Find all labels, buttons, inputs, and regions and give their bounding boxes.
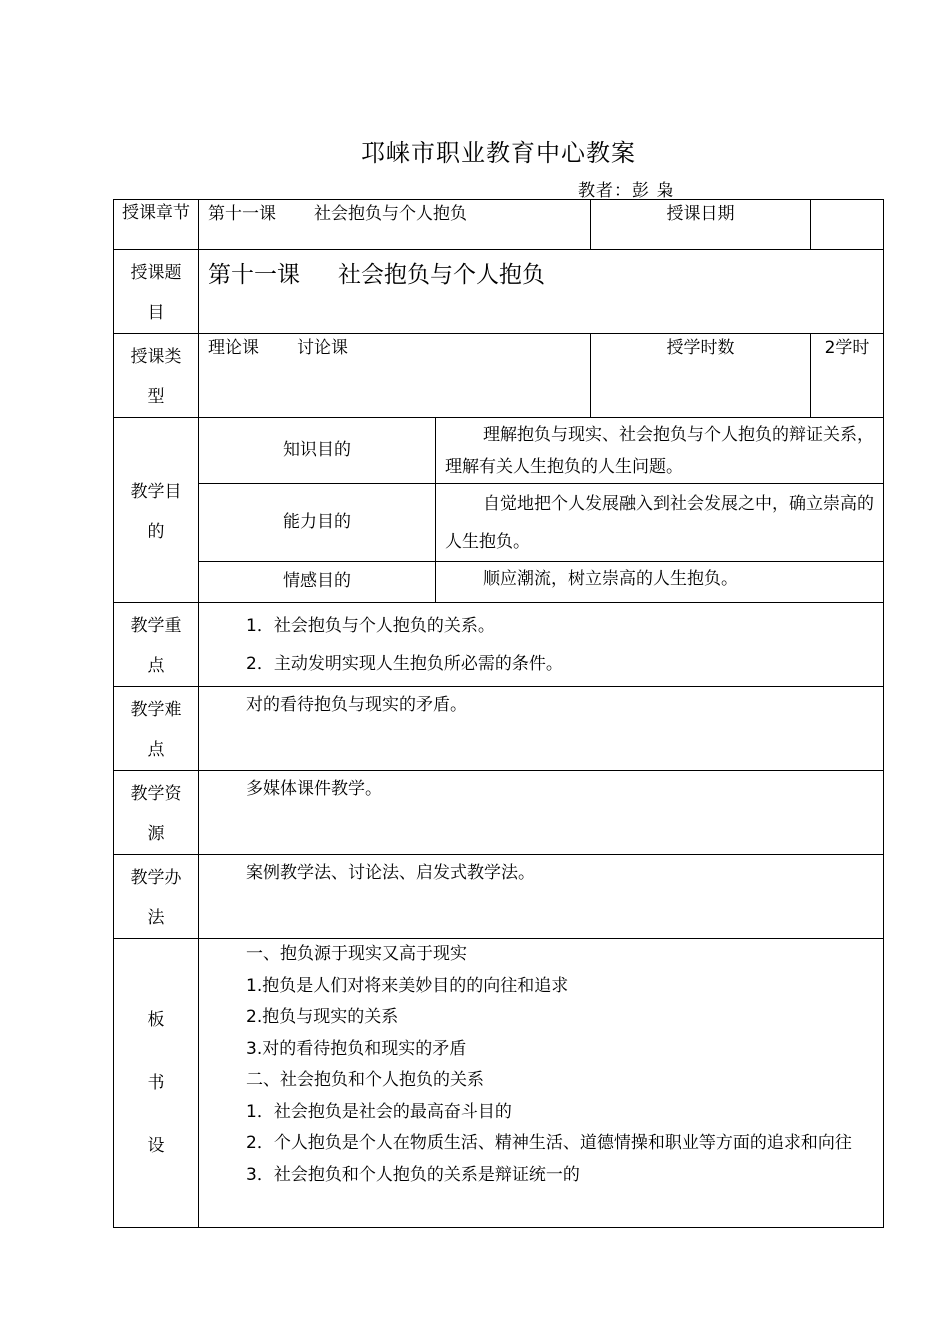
row-goal-ability — [114, 484, 884, 562]
type-label: 授课类 型 — [114, 334, 199, 418]
chapter-value — [199, 200, 591, 250]
row-methods — [114, 855, 884, 939]
list-item: 2．主动发明实现人生抱负所必需的条件。 — [246, 654, 563, 674]
row-chapter — [114, 200, 884, 250]
chapter-number: 第十一课 — [208, 204, 276, 224]
resources-label: 教学资 源 — [114, 771, 199, 855]
board-line: 二、社会抱负和个人抱负的关系 — [246, 1070, 484, 1090]
hours-value: 2学时 — [811, 334, 884, 418]
difficulty-text: 对的看待抱负与现实的矛盾。 — [199, 687, 884, 771]
board-label: 板 书 设 — [114, 939, 199, 1228]
board-line: 2.抱负与现实的关系 — [246, 1007, 399, 1027]
board-line: 2．个人抱负是个人在物质生活、精神生活、道德情操和职业等方面的追求和向往 — [246, 1133, 852, 1153]
goal-text: 自觉地把个人发展融入到社会发展之中，确立崇高的人生抱负。 — [436, 484, 884, 562]
goal-name: 能力目的 — [199, 484, 436, 562]
key-points-label: 教学重 点 — [114, 603, 199, 687]
list-item: 1．社会抱负与个人抱负的关系。 — [246, 616, 495, 636]
lesson-number: 第十一课 — [208, 262, 300, 288]
methods-text: 案例教学法、讨论法、启发式教学法。 — [199, 855, 884, 939]
resources-text: 多媒体课件教学。 — [199, 771, 884, 855]
row-lesson — [114, 250, 884, 334]
goals-label: 教学目 的 — [114, 418, 199, 603]
row-key-points — [114, 603, 884, 687]
board-content — [199, 939, 884, 1228]
row-type — [114, 334, 884, 418]
goal-text: 顺应潮流，树立崇高的人生抱负。 — [436, 562, 884, 603]
goal-text: 理解抱负与现实、社会抱负与个人抱负的辩证关系，理解有关人生抱负的人生问题。 — [436, 418, 884, 484]
board-line: 3．社会抱负和个人抱负的关系是辩证统一的 — [246, 1164, 580, 1185]
date-label: 授课日期 — [591, 200, 811, 250]
row-goal-emotion — [114, 562, 884, 603]
lesson-plan-table — [113, 199, 884, 1228]
teacher-name: 教者：彭 枭 — [578, 181, 675, 201]
row-board — [114, 939, 884, 1228]
board-line: 1.抱负是人们对将来美妙目的的向往和追求 — [246, 975, 569, 996]
board-line: 一、抱负源于现实又高于现实 — [246, 944, 467, 964]
row-difficulty — [114, 687, 884, 771]
row-resources — [114, 771, 884, 855]
lesson-title: 社会抱负与个人抱负 — [338, 262, 545, 288]
chapter-title: 社会抱负与个人抱负 — [314, 204, 467, 224]
date-value — [811, 200, 884, 250]
goal-name: 情感目的 — [199, 562, 436, 603]
lesson-value — [199, 250, 884, 334]
methods-label: 教学办 法 — [114, 855, 199, 939]
difficulty-label: 教学难 点 — [114, 687, 199, 771]
board-line: 3.对的看待抱负和现实的矛盾 — [246, 1038, 467, 1059]
page-title: 邛崃市职业教育中心教案 — [361, 139, 636, 167]
key-points-list — [199, 603, 884, 687]
row-goal-knowledge — [114, 418, 884, 484]
chapter-label: 授课章节 — [114, 200, 199, 250]
goal-name: 知识目的 — [199, 418, 436, 484]
board-line: 1．社会抱负是社会的最高奋斗目的 — [246, 1101, 512, 1122]
hours-label: 授学时数 — [591, 334, 811, 418]
type-value: 理论课 讨论课 — [199, 334, 591, 418]
lesson-label: 授课题 目 — [114, 250, 199, 334]
